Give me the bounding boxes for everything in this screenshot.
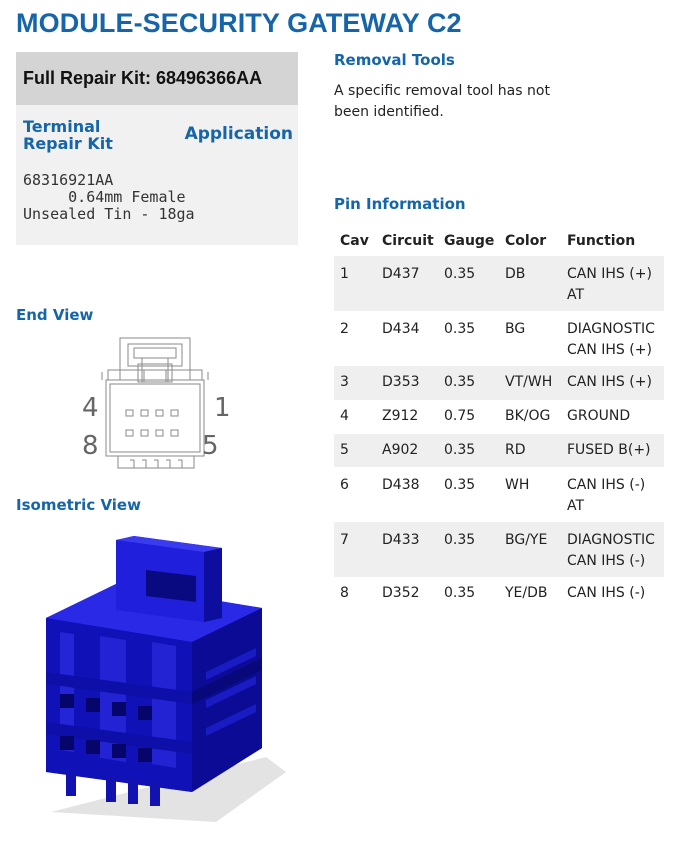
cell-circuit: D437	[376, 256, 438, 311]
isometric-connector-image	[16, 522, 286, 822]
cell-circuit: D438	[382, 477, 420, 493]
cell-function: DIAGNOSTIC CAN IHS (-)	[561, 522, 664, 577]
kit-terminal-size: 0.64mm Female	[23, 188, 186, 206]
repair-kit-details	[23, 172, 298, 223]
cell-cav: 7	[334, 522, 376, 577]
table-row	[334, 256, 664, 311]
cell-circuit: D353	[376, 366, 438, 400]
col-color-header: Color	[505, 233, 547, 249]
cell-gauge: 0.35	[444, 585, 476, 601]
cell-cav: 2	[340, 321, 349, 337]
cell-circuit: A902	[376, 434, 438, 467]
cell-function: CAN IHS (+)	[561, 366, 664, 400]
cell-color: BG/YE	[499, 522, 561, 577]
cell-gauge: 0.75	[444, 408, 476, 424]
cell-gauge: 0.35	[444, 321, 476, 337]
cell-gauge: 0.35	[438, 366, 499, 400]
table-row	[334, 577, 664, 611]
cell-circuit: D433	[376, 522, 438, 577]
col-gauge-header: Gauge	[444, 233, 495, 249]
end-view-label-8: 8	[82, 431, 99, 461]
repair-kit-panel	[16, 52, 298, 245]
cell-function: CAN IHS (-)	[567, 585, 646, 601]
cell-function: CAN IHS (-) AT	[567, 477, 646, 514]
table-row	[334, 434, 664, 467]
table-row	[334, 400, 664, 434]
repair-kit-subheader	[23, 118, 293, 158]
page-title: MODULE-SECURITY GATEWAY C2	[16, 8, 462, 38]
pin-table-header-row	[334, 226, 664, 256]
pin-information-title: Pin Information	[334, 195, 466, 213]
col-function-header: Function	[567, 233, 636, 249]
cell-function: CAN IHS (+) AT	[561, 256, 664, 311]
cell-circuit: D352	[382, 585, 420, 601]
cell-circuit: Z912	[382, 408, 419, 424]
table-row	[334, 366, 664, 400]
cell-color: BK/OG	[505, 408, 551, 424]
cell-function: DIAGNOSTIC CAN IHS (+)	[567, 321, 655, 358]
removal-tools-text: A specific removal tool has not been identified.	[334, 83, 550, 120]
cell-cav: 4	[340, 408, 349, 424]
cell-function: GROUND	[567, 408, 631, 424]
cell-color: RD	[499, 434, 561, 467]
cell-gauge: 0.35	[444, 477, 476, 493]
end-view-label-1: 1	[214, 393, 231, 423]
isometric-view-title: Isometric View	[16, 496, 141, 514]
cell-color: VT/WH	[499, 366, 561, 400]
table-row	[334, 467, 664, 522]
kit-part-number: 68316921AA	[23, 171, 114, 189]
cell-gauge: 0.35	[438, 256, 499, 311]
end-view-title: End View	[16, 306, 94, 324]
pin-table	[334, 226, 664, 611]
col-circuit-header: Circuit	[382, 233, 434, 249]
cell-color: WH	[505, 477, 530, 493]
cell-cav: 3	[334, 366, 376, 400]
application-label: Application	[184, 124, 293, 144]
repair-kit-header: Full Repair Kit: 68496366AA	[16, 52, 298, 105]
table-row	[334, 311, 664, 366]
end-view-diagram	[78, 334, 238, 474]
kit-terminal-type: Unsealed Tin - 18ga	[23, 205, 195, 223]
end-view-label-5: 5	[202, 431, 219, 461]
terminal-repair-kit-label: Terminal Repair Kit	[23, 117, 113, 153]
cell-cav: 8	[340, 585, 349, 601]
cell-color: YE/DB	[505, 585, 548, 601]
table-row	[334, 522, 664, 577]
cell-color: DB	[499, 256, 561, 311]
removal-tools-title: Removal Tools	[334, 51, 455, 69]
end-view-label-4: 4	[82, 393, 99, 423]
cell-cav: 1	[334, 256, 376, 311]
cell-cav: 5	[334, 434, 376, 467]
col-cav-header: Cav	[340, 233, 369, 249]
cell-gauge: 0.35	[438, 522, 499, 577]
cell-circuit: D434	[382, 321, 420, 337]
cell-cav: 6	[340, 477, 349, 493]
cell-function: FUSED B(+)	[561, 434, 664, 467]
cell-color: BG	[505, 321, 526, 337]
cell-gauge: 0.35	[438, 434, 499, 467]
